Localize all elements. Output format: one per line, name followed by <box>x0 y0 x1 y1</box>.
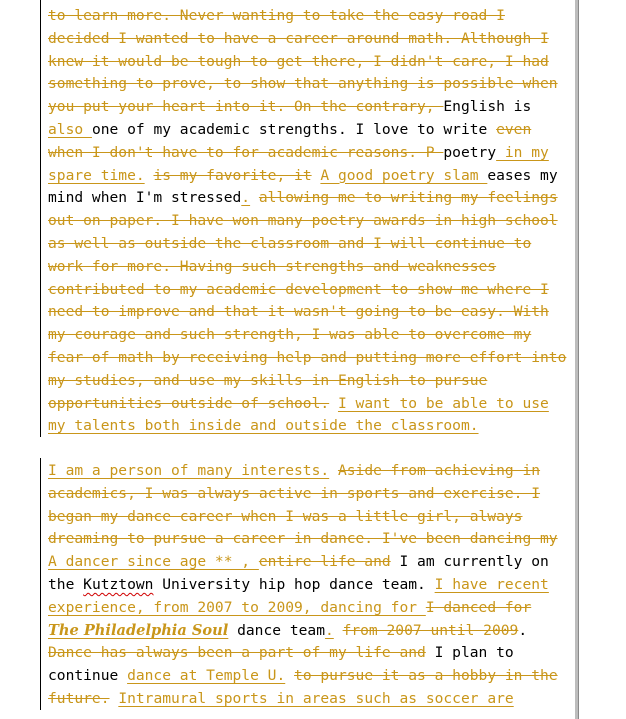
deleted-text: as well as outside the classroom and I will continue to <box>48 234 532 252</box>
text-run <box>334 622 343 639</box>
inserted-text: my talents both inside and outside the classroom. <box>48 417 479 435</box>
text-run: eases my <box>487 166 558 184</box>
inserted-text: spare time. <box>48 166 145 184</box>
inserted-text: experience, from 2007 to 2009, dancing for <box>48 598 426 616</box>
inserted-text: Intramural sports in areas such as soccer are <box>118 689 514 707</box>
text-line <box>48 415 578 438</box>
text-run: the <box>48 575 84 593</box>
text-line <box>48 142 578 165</box>
text-run: University hip hop dance team. <box>153 575 435 593</box>
text-line <box>48 73 578 96</box>
text-line <box>48 347 578 370</box>
misspelled-word: Kutztown <box>83 575 154 593</box>
deleted-text: allowing me to writing my feelings <box>258 189 558 207</box>
deleted-text: my studies, and use my skills in English to pursue <box>48 371 488 389</box>
text-line <box>48 506 578 529</box>
deleted-text: knew it would be tough to get there, I didn't care, I had <box>48 52 549 70</box>
inserted-text: A good poetry slam <box>320 166 488 184</box>
change-bar <box>40 458 41 710</box>
text-run <box>110 690 119 707</box>
text-run: I plan to <box>425 644 514 662</box>
text-run: dance team <box>228 621 325 639</box>
inserted-text: I want to be able to use <box>337 394 549 412</box>
deleted-text: out on paper. I have won many poetry awards in high school <box>48 212 558 230</box>
text-line <box>48 301 578 324</box>
inserted-text: . <box>241 189 251 207</box>
deleted-text: contributed to my academic development to show me where I <box>48 280 549 298</box>
text-line <box>48 119 578 142</box>
text-line <box>48 324 578 347</box>
text-line <box>48 460 578 483</box>
text-run: poetry <box>443 143 497 161</box>
deleted-text: I danced for <box>425 598 532 616</box>
text-line <box>48 256 578 279</box>
text-line <box>48 165 578 188</box>
deleted-text: academics, I was always active in sports and exercise. I <box>48 484 541 502</box>
paragraph-2[interactable] <box>48 460 578 711</box>
deleted-text: from 2007 until 2009 <box>342 621 519 639</box>
inserted-text: I am a person of many interests. <box>48 462 330 479</box>
inserted-text: . <box>324 621 334 639</box>
deleted-text: when I don't have to for academic reasons. P <box>48 143 444 161</box>
text-line <box>48 370 578 393</box>
inserted-text: also <box>48 120 92 138</box>
text-run: English is <box>443 98 532 116</box>
deleted-text: to pursue it as a hobby in the <box>294 667 558 685</box>
page-edge-line <box>578 0 579 719</box>
text-line <box>48 28 578 51</box>
text-line <box>48 688 578 711</box>
deleted-text: even <box>496 120 532 138</box>
text-line <box>48 5 578 28</box>
deleted-text: opportunities outside of school. <box>48 394 330 412</box>
deleted-text: entire life and <box>258 553 391 571</box>
text-line <box>48 597 578 620</box>
text-line <box>48 96 578 119</box>
text-line <box>48 393 578 416</box>
text-run: one of my academic strengths. I love to write <box>91 120 497 138</box>
deleted-text: Dance has always been a part of my life and <box>48 644 426 662</box>
deleted-text: began my dance career when I was a little girl, always <box>48 507 523 525</box>
deleted-text: work for more. Having such strengths and weaknesses <box>48 257 497 275</box>
text-line <box>48 551 578 574</box>
deleted-text: decided I wanted to have a career around math. Although I <box>48 29 549 47</box>
inserted-text: A dancer since age ** , <box>48 553 259 571</box>
deleted-text: you put your heart into it. On the contrary, <box>48 98 444 116</box>
text-line <box>48 642 578 665</box>
deleted-text: future. <box>48 689 110 707</box>
deleted-text: need to improve and that it wasn't going to be easy. With <box>48 303 549 321</box>
text-line <box>48 51 578 74</box>
deleted-text: to learn more. Never wanting to take the easy road I <box>48 7 505 24</box>
text-line <box>48 574 578 597</box>
text-line <box>48 665 578 688</box>
deleted-text: Aside from achieving in <box>337 462 541 479</box>
deleted-text: fear of math by receiving help and putting more effort into <box>48 348 567 366</box>
text-line <box>48 279 578 302</box>
text-line <box>48 528 578 551</box>
text-run <box>285 667 294 684</box>
deleted-text: is my favorite, it <box>153 166 312 184</box>
text-run <box>250 189 259 206</box>
change-bar <box>40 0 41 437</box>
text-line <box>48 620 578 643</box>
inserted-text: dance at Temple U. <box>127 667 286 685</box>
deleted-text: dreaming to pursue a career in dance. I've been dancing my <box>48 530 558 548</box>
deleted-text: something to prove, to show that anything is possible when <box>48 75 558 93</box>
inserted-text: I have recent <box>434 575 549 593</box>
text-line <box>48 210 578 233</box>
inserted-text: in my <box>496 143 549 161</box>
inserted-italic-text: The Philadelphia Soul <box>48 621 229 639</box>
deleted-text: my courage and such strength, I was able to overcome my <box>48 326 532 344</box>
text-run <box>329 462 338 479</box>
text-run: continue <box>48 667 128 685</box>
text-run: . <box>518 621 528 639</box>
text-line <box>48 233 578 256</box>
text-run: I am currently on <box>390 553 549 571</box>
paragraph-1[interactable] <box>48 5 578 438</box>
text-run <box>329 395 338 412</box>
text-line <box>48 483 578 506</box>
text-run: mind when I'm stressed <box>48 189 242 207</box>
text-line <box>48 187 578 210</box>
